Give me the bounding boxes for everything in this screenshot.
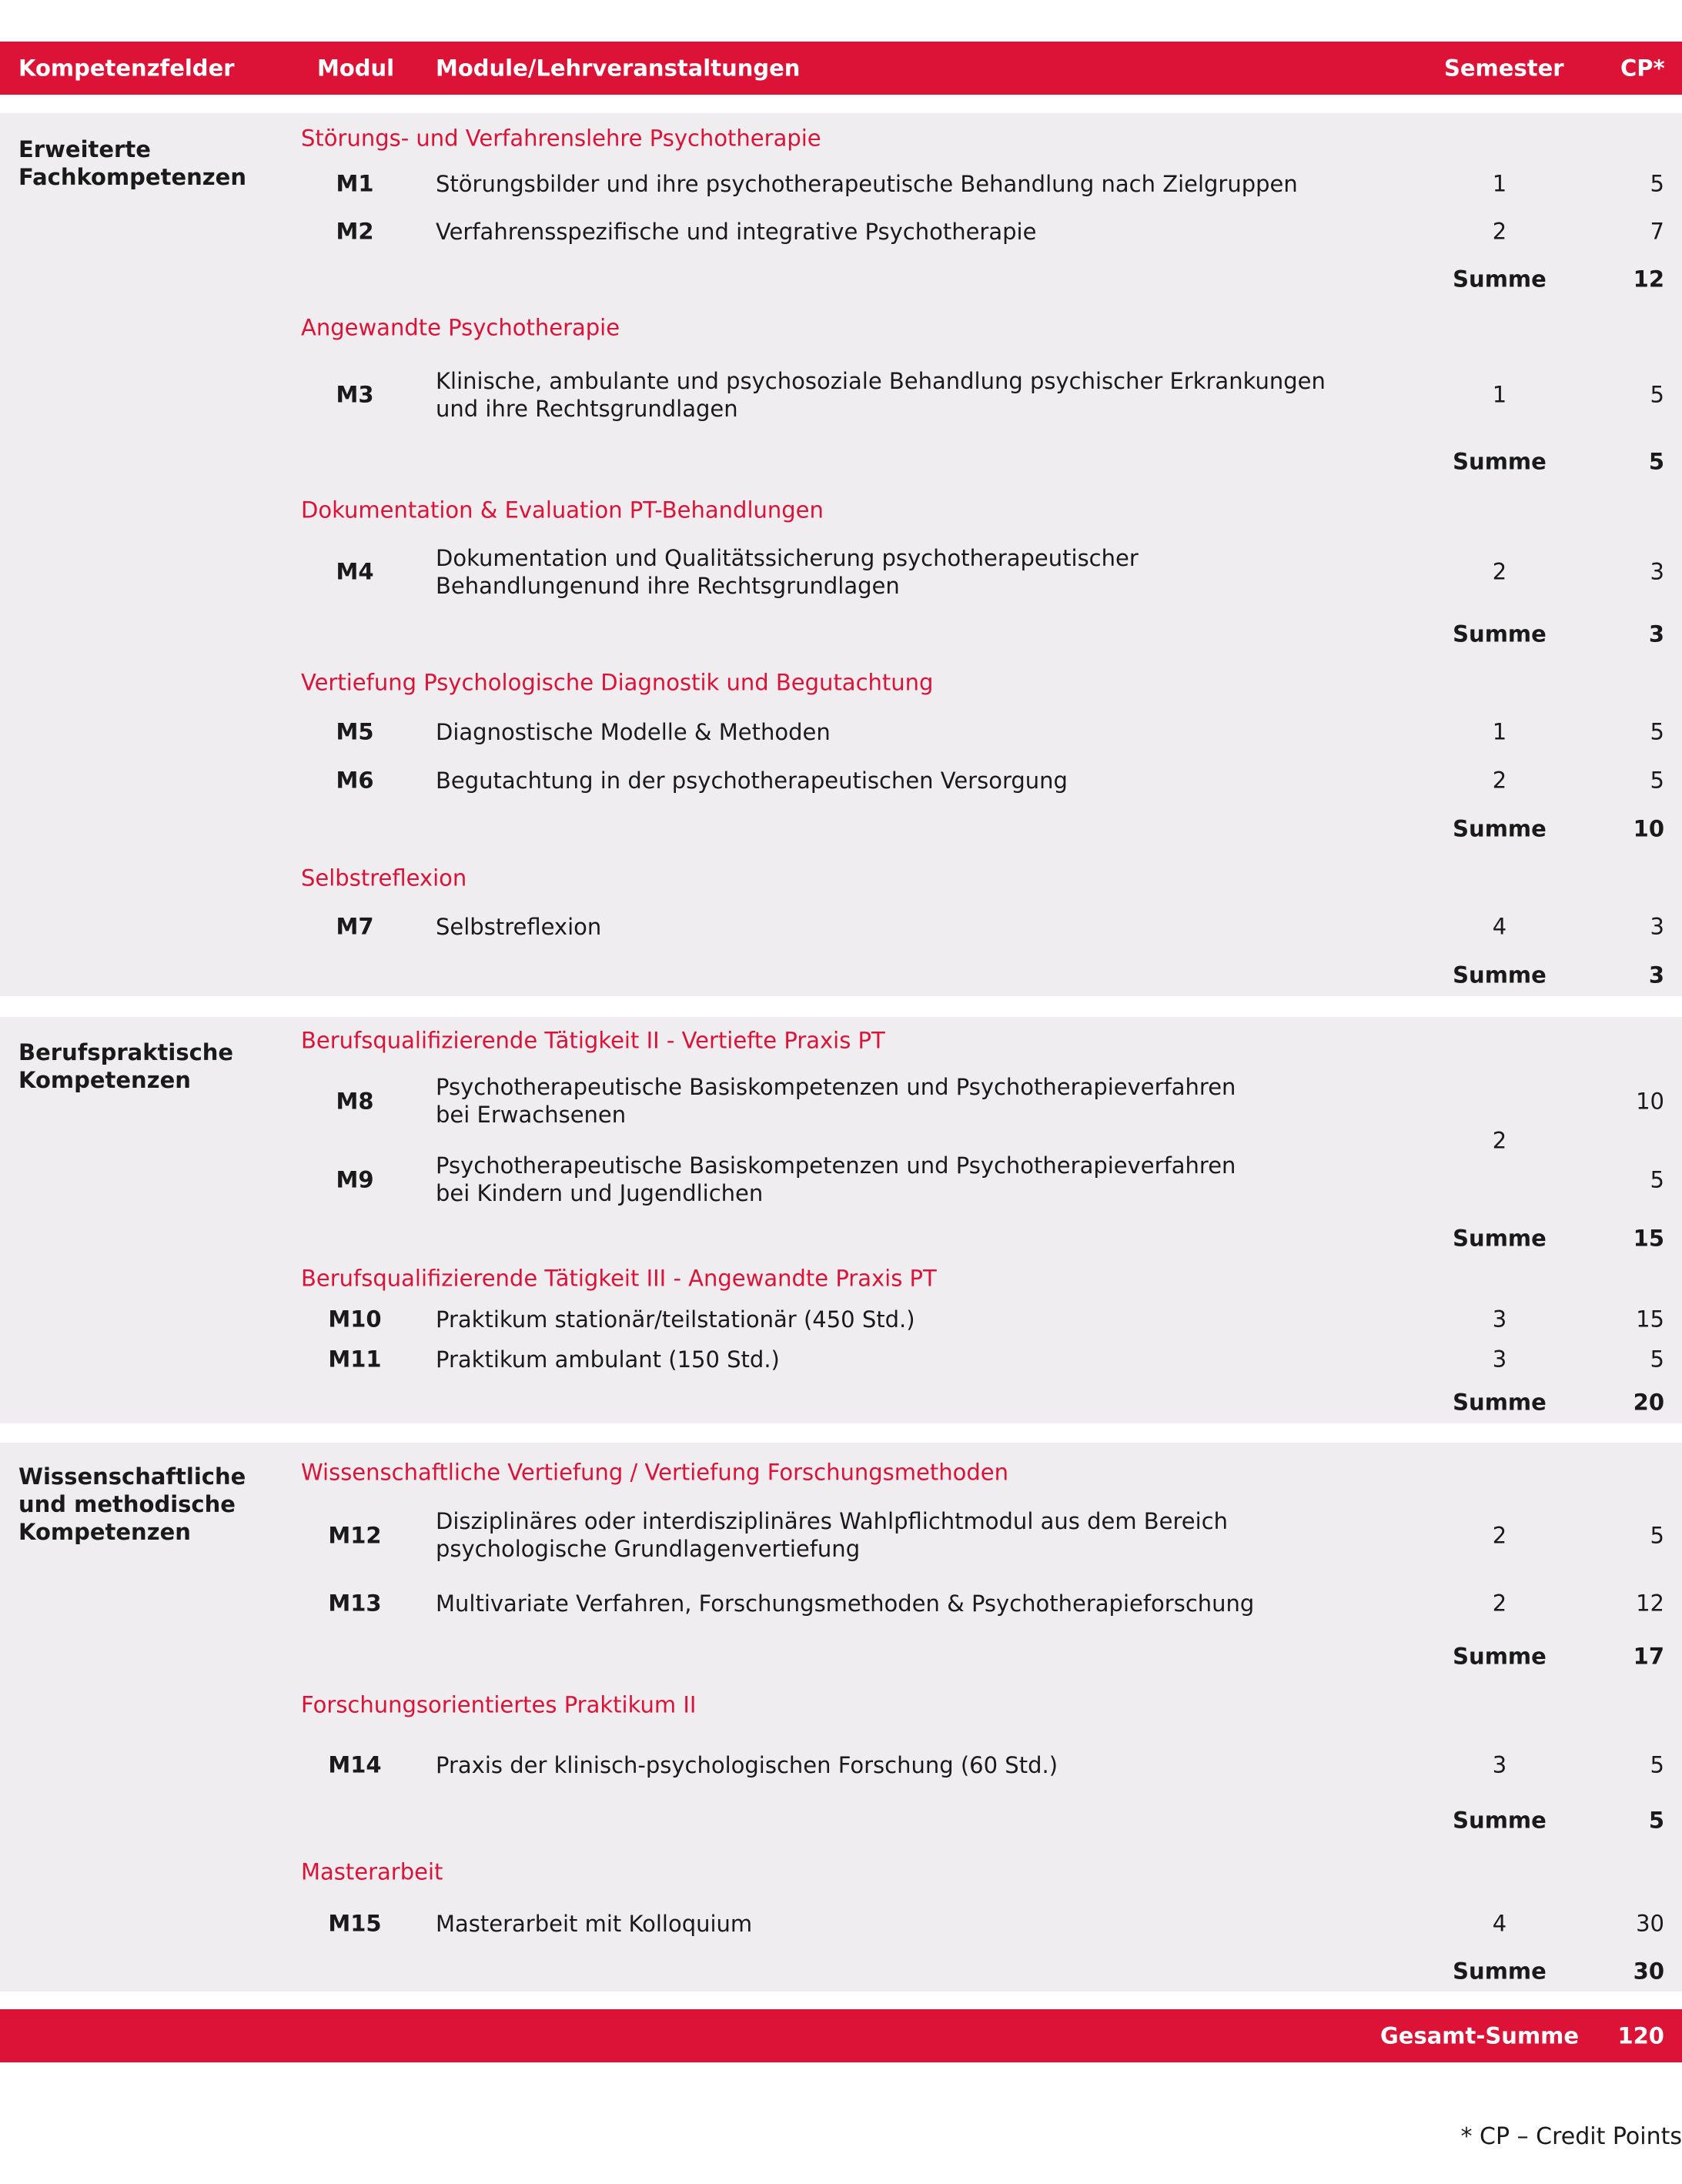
group-title: Wissenschaftliche Vertiefung / Vertiefung Forschungsmethoden bbox=[301, 1459, 1008, 1486]
header-cp: CP* bbox=[1620, 55, 1665, 82]
group-title: Angewandte Psychotherapie bbox=[301, 314, 620, 341]
kompetenzfeld-label: Erweiterte Fachkompetenzen bbox=[18, 136, 246, 190]
module-semester: 4 bbox=[1492, 913, 1507, 940]
header-semester: Semester bbox=[1444, 55, 1564, 82]
module-cp: 5 bbox=[1650, 1166, 1664, 1193]
module-title: Begutachtung in der psychotherapeutischen Versorgung bbox=[436, 768, 1068, 794]
module-title: Multivariate Verfahren, Forschungsmethoden & Psychotherapieforschung bbox=[436, 1590, 1255, 1617]
module-title: Praktikum stationär/teilstationär (450 Std.) bbox=[436, 1306, 915, 1333]
module-cp: 3 bbox=[1650, 913, 1664, 940]
module-title: Selbstreflexion bbox=[436, 914, 602, 940]
module-cp: 12 bbox=[1636, 1590, 1664, 1617]
module-title: Masterarbeit mit Kolloquium bbox=[436, 1911, 753, 1937]
module-cp: 10 bbox=[1636, 1088, 1664, 1115]
sum-label: Summe bbox=[1453, 620, 1547, 647]
module-cp: 5 bbox=[1650, 170, 1664, 197]
module-code: M9 bbox=[336, 1166, 374, 1193]
module-title: Psychotherapeutische Basiskompetenzen und Psychotherapieverfahren bei Erwachsenen bbox=[436, 1074, 1236, 1128]
module-title: Praktikum ambulant (150 Std.) bbox=[436, 1346, 780, 1373]
module-code: M15 bbox=[328, 1910, 382, 1937]
group-title: Dokumentation & Evaluation PT-Behandlungen bbox=[301, 497, 824, 523]
module-title: Diagnostische Modelle & Methoden bbox=[436, 719, 831, 745]
module-cp: 5 bbox=[1650, 718, 1664, 745]
module-cp: 5 bbox=[1650, 1522, 1664, 1549]
module-code: M3 bbox=[336, 381, 374, 408]
sum-value: 30 bbox=[1633, 1958, 1664, 1985]
module-cp: 5 bbox=[1650, 767, 1664, 794]
group-title: Vertiefung Psychologische Diagnostik und Begutachtung bbox=[301, 669, 934, 696]
sum-label: Summe bbox=[1453, 1958, 1547, 1985]
sum-label: Summe bbox=[1453, 962, 1547, 988]
sum-label: Summe bbox=[1453, 1225, 1547, 1252]
table-header bbox=[0, 42, 1682, 95]
module-cp: 3 bbox=[1650, 558, 1664, 585]
sum-label: Summe bbox=[1453, 448, 1547, 475]
module-semester: 2 bbox=[1492, 1127, 1507, 1154]
module-semester: 2 bbox=[1492, 558, 1507, 585]
group-title: Forschungsorientiertes Praktikum II bbox=[301, 1691, 697, 1718]
kompetenzfeld-label: Wissenschaftliche und methodische Kompetenzen bbox=[18, 1463, 246, 1545]
group-title: Selbstreflexion bbox=[301, 865, 467, 891]
module-semester: 3 bbox=[1492, 1306, 1507, 1333]
module-cp: 5 bbox=[1650, 1346, 1664, 1373]
sum-value: 12 bbox=[1633, 266, 1664, 293]
module-code: M11 bbox=[328, 1346, 382, 1373]
module-cp: 15 bbox=[1636, 1306, 1664, 1333]
group-title: Störungs- und Verfahrenslehre Psychotherapie bbox=[301, 125, 821, 152]
module-title: Verfahrensspezifische und integrative Psychotherapie bbox=[436, 219, 1037, 245]
sum-value: 10 bbox=[1633, 815, 1664, 842]
module-code: M12 bbox=[328, 1522, 382, 1549]
sum-value: 20 bbox=[1633, 1389, 1664, 1416]
module-code: M10 bbox=[328, 1306, 382, 1333]
group-title: Berufsqualifizierende Tätigkeit III - Angewandte Praxis PT bbox=[301, 1265, 937, 1292]
sum-value: 5 bbox=[1648, 448, 1664, 475]
sum-label: Summe bbox=[1453, 266, 1547, 293]
module-semester: 1 bbox=[1492, 718, 1507, 745]
module-semester: 2 bbox=[1492, 1522, 1507, 1549]
group-title: Masterarbeit bbox=[301, 1858, 443, 1885]
sum-value: 17 bbox=[1633, 1643, 1664, 1670]
module-code: M4 bbox=[336, 558, 374, 585]
sum-value: 5 bbox=[1648, 1807, 1664, 1834]
module-semester: 3 bbox=[1492, 1751, 1507, 1778]
module-semester: 1 bbox=[1492, 381, 1507, 408]
total-label: Gesamt-Summe bbox=[1380, 2022, 1580, 2049]
kompetenzfeld-label: Berufspraktische Kompetenzen bbox=[18, 1039, 234, 1093]
module-semester: 1 bbox=[1492, 170, 1507, 197]
module-title: Disziplinäres oder interdisziplinäres Wahlpflichtmodul aus dem Bereich psychologische Grundlagenvertiefung bbox=[436, 1508, 1229, 1562]
module-semester: 2 bbox=[1492, 218, 1507, 245]
module-semester: 3 bbox=[1492, 1346, 1507, 1373]
module-cp: 30 bbox=[1636, 1910, 1664, 1937]
module-semester: 2 bbox=[1492, 1590, 1507, 1617]
total-bar bbox=[0, 2009, 1682, 2062]
module-code: M13 bbox=[328, 1590, 382, 1617]
header-kompetenzfelder: Kompetenzfelder bbox=[18, 55, 235, 82]
footnote: * CP – Credit Points bbox=[1460, 2123, 1682, 2150]
module-code: M6 bbox=[336, 767, 374, 794]
group-title: Berufsqualifizierende Tätigkeit II - Vertiefte Praxis PT bbox=[301, 1027, 885, 1054]
module-cp: 5 bbox=[1650, 1751, 1664, 1778]
sum-label: Summe bbox=[1453, 1807, 1547, 1834]
module-cp: 7 bbox=[1650, 218, 1664, 245]
module-title: Störungsbilder und ihre psychotherapeutische Behandlung nach Zielgruppen bbox=[436, 171, 1298, 197]
sum-label: Summe bbox=[1453, 1389, 1547, 1416]
module-cp: 5 bbox=[1650, 381, 1664, 408]
module-title: Klinische, ambulante und psychosoziale Behandlung psychischer Erkrankungen und ihre Rechtsgrundlagen bbox=[436, 368, 1326, 422]
module-code: M7 bbox=[336, 913, 374, 940]
module-code: M8 bbox=[336, 1088, 374, 1115]
sum-value: 3 bbox=[1648, 620, 1664, 647]
module-code: M2 bbox=[336, 218, 374, 245]
module-code: M14 bbox=[328, 1751, 382, 1778]
module-title: Praxis der klinisch-psychologischen Forschung (60 Std.) bbox=[436, 1752, 1058, 1778]
module-title: Dokumentation und Qualitätssicherung psychotherapeutischer Behandlungenund ihre Rechtsgrundlagen bbox=[436, 545, 1139, 599]
header-modul: Modul bbox=[317, 55, 395, 82]
sum-label: Summe bbox=[1453, 1643, 1547, 1670]
sum-label: Summe bbox=[1453, 815, 1547, 842]
total-value: 120 bbox=[1617, 2022, 1664, 2049]
header-module: Module/Lehrveranstaltungen bbox=[436, 55, 801, 82]
sum-value: 3 bbox=[1648, 962, 1664, 988]
module-code: M5 bbox=[336, 718, 374, 745]
module-semester: 2 bbox=[1492, 767, 1507, 794]
module-semester: 4 bbox=[1492, 1910, 1507, 1937]
module-title: Psychotherapeutische Basiskompetenzen und Psychotherapieverfahren bei Kindern und Jugendlichen bbox=[436, 1152, 1236, 1206]
module-code: M1 bbox=[336, 170, 374, 197]
sum-value: 15 bbox=[1633, 1225, 1664, 1252]
